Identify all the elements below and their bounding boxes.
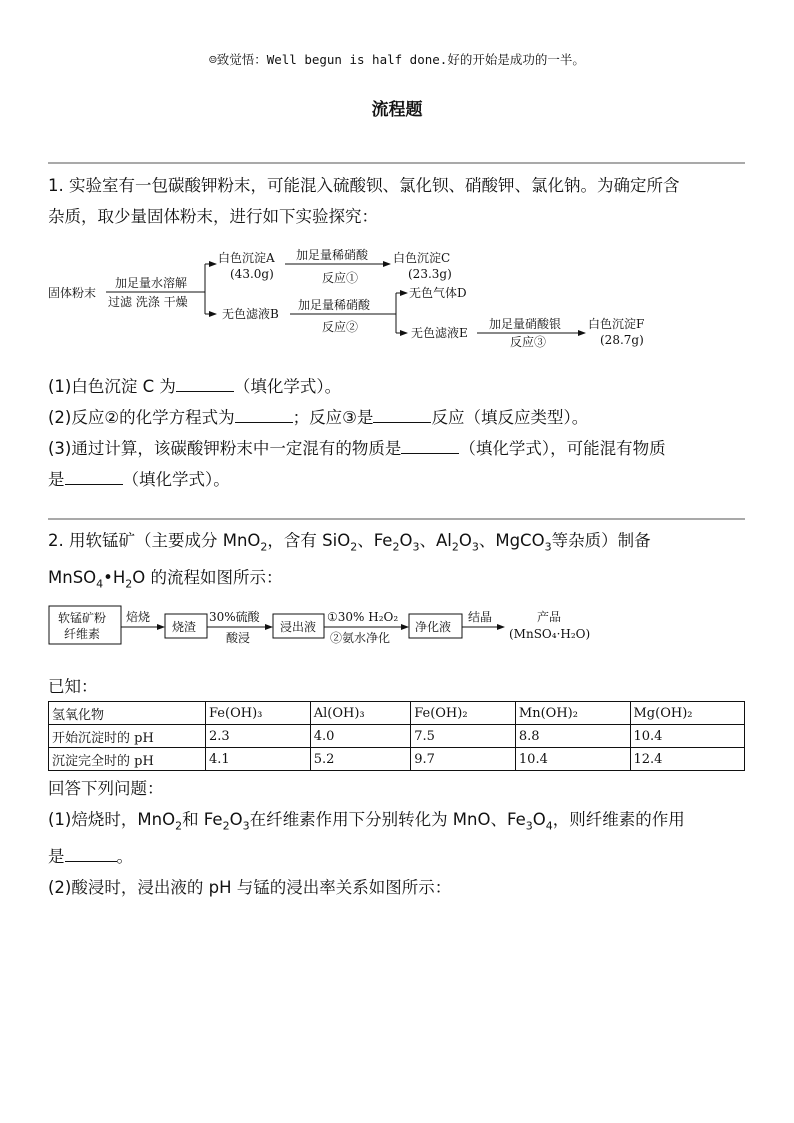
answer-blank[interactable] <box>65 469 123 485</box>
q2-sub1-cont: 是 。 <box>48 847 133 867</box>
q2-questions <box>48 773 748 903</box>
q1-flow-diagram <box>40 240 680 355</box>
q1-intro-line1: 1. 实验室有一包碳酸钾粉末，可能混入硫酸钡、氯化钡、硝酸钾、氯化钠。为确定所含 <box>48 176 680 195</box>
table-cell: 2.3 <box>206 725 311 748</box>
q1-sub1: (1)白色沉淀 C 为 （填化学式）。 <box>48 377 342 396</box>
q2-known-label: 已知： <box>48 677 98 696</box>
q2-sub2: (2)酸浸时，浸出液的 pH 与锰的浸出率关系如图所示： <box>48 878 452 898</box>
q1-sub3: (3)通过计算，该碳酸钾粉末中一定混有的物质是 （填化学式），可能混有物质 <box>48 439 666 458</box>
svg-text:净化液: 净化液 <box>415 620 452 634</box>
table-cell: 9.7 <box>411 748 516 771</box>
q1-precipitate-f: 白色沉淀F <box>588 317 645 331</box>
q2-sub1: (1)焙烧时，MnO$_2$和 $Fe_2O_3$在纤维素作用下分别转化为 MnO、$Fe_3O_4$，则纤维素的作用 <box>48 810 685 833</box>
q1-arrow-ef-top: 加足量硝酸银 <box>489 317 562 331</box>
table-header-row <box>49 702 745 725</box>
svg-text:浸出液: 浸出液 <box>280 620 317 634</box>
table-cell: 4.0 <box>310 725 410 748</box>
table-cell: 沉淀完全时的 pH <box>49 748 206 771</box>
table-cell: 7.5 <box>411 725 516 748</box>
table-cell: 4.1 <box>206 748 311 771</box>
answer-blank[interactable] <box>373 407 431 423</box>
table-row <box>49 725 745 748</box>
q2-arrow-purify-bottom: ②氨水净化 <box>330 631 391 645</box>
table-cell: 10.4 <box>515 748 630 771</box>
q1-precipitate-a-mass: (43.0g) <box>230 267 274 281</box>
table-cell: 12.4 <box>630 748 745 771</box>
q1-precipitate-c: 白色沉淀C <box>393 251 451 265</box>
hydroxide-ph-table <box>48 701 745 771</box>
q2-flow-diagram <box>46 600 616 650</box>
table-cell: 8.8 <box>515 725 630 748</box>
table-cell: Fe(OH)₂ <box>411 702 516 725</box>
q2-arrow-roast: 焙烧 <box>126 610 151 624</box>
page-header-motto: ☺致觉悟：Well begun is half done.好的开始是成功的一半。 <box>209 52 585 67</box>
table-cell: Al(OH)₃ <box>310 702 410 725</box>
divider-q1 <box>48 162 745 164</box>
q2-answer-intro: 回答下列问题： <box>48 779 164 798</box>
q2-arrow-acid-top: 30%硫酸 <box>209 610 260 624</box>
q1-intro-line2: 杂质，取少量固体粉末，进行如下实验探究： <box>48 207 378 226</box>
q1-precipitate-f-mass: (28.7g) <box>600 333 644 347</box>
q1-gas-d: 无色气体D <box>409 286 467 300</box>
q1-arrow-b-top: 加足量稀硝酸 <box>298 298 371 312</box>
q1-arrow-ef-bottom: 反应③ <box>510 335 547 349</box>
table-cell: 开始沉淀时的 pH <box>49 725 206 748</box>
q2-intro <box>48 525 748 600</box>
q2-arrow-acid-bottom: 酸浸 <box>226 631 251 645</box>
q1-precipitate-c-mass: (23.3g) <box>408 267 452 281</box>
q2-intro-line2: $MnSO_4•H_2O$ 的流程如图所示： <box>48 568 283 591</box>
answer-blank[interactable] <box>65 846 117 862</box>
divider-q2 <box>48 518 745 520</box>
table-cell: Mg(OH)₂ <box>630 702 745 725</box>
svg-text:烧渣: 烧渣 <box>172 620 197 634</box>
q1-precipitate-a: 白色沉淀A <box>218 251 275 265</box>
table-cell: Fe(OH)₃ <box>206 702 311 725</box>
q2-product-formula: (MnSO₄·H₂O) <box>509 627 591 641</box>
q1-filtrate-e: 无色滤液E <box>411 326 468 340</box>
answer-blank[interactable] <box>401 438 459 454</box>
q1-step1-bottom: 过滤 洗涤 干燥 <box>108 295 188 309</box>
q1-filtrate-b: 无色滤液B <box>222 307 279 321</box>
q1-arrow-b-bottom: 反应② <box>322 320 359 334</box>
table-cell: 氢氧化物 <box>49 702 206 725</box>
q1-step1-top: 加足量水溶解 <box>115 276 188 290</box>
q2-product-label: 产品 <box>537 610 562 624</box>
answer-blank[interactable] <box>176 376 234 392</box>
q1-sub3-cont: 是 （填化学式）。 <box>48 470 230 489</box>
answer-blank[interactable] <box>235 407 293 423</box>
q1-questions <box>48 371 748 495</box>
q2-arrow-purify-top: ①30% H₂O₂ <box>327 610 399 624</box>
q1-arrow-ac-bottom: 反应① <box>322 271 359 285</box>
q1-sub2: (2)反应②的化学方程式为 ；反应③是 反应（填反应类型）。 <box>48 408 589 427</box>
q1-arrow-ac-top: 加足量稀硝酸 <box>296 248 369 262</box>
page-title: 流程题 <box>371 100 423 120</box>
q2-arrow-crystal: 结晶 <box>468 610 493 624</box>
table-cell: 5.2 <box>310 748 410 771</box>
table-cell: Mn(OH)₂ <box>515 702 630 725</box>
table-row <box>49 748 745 771</box>
q1-intro <box>48 170 748 232</box>
q1-start-label: 固体粉末 <box>48 286 97 300</box>
q2-intro-line1: 2. 用软锰矿（主要成分 MnO$_2$，含有 SiO$_2$、$Fe_2O_3$、$Al_2O_3$、MgCO$_3$等杂质）制备 <box>48 531 651 554</box>
table-cell: 10.4 <box>630 725 745 748</box>
svg-text:纤维素: 纤维素 <box>64 627 101 641</box>
svg-text:软锰矿粉: 软锰矿粉 <box>58 611 107 625</box>
